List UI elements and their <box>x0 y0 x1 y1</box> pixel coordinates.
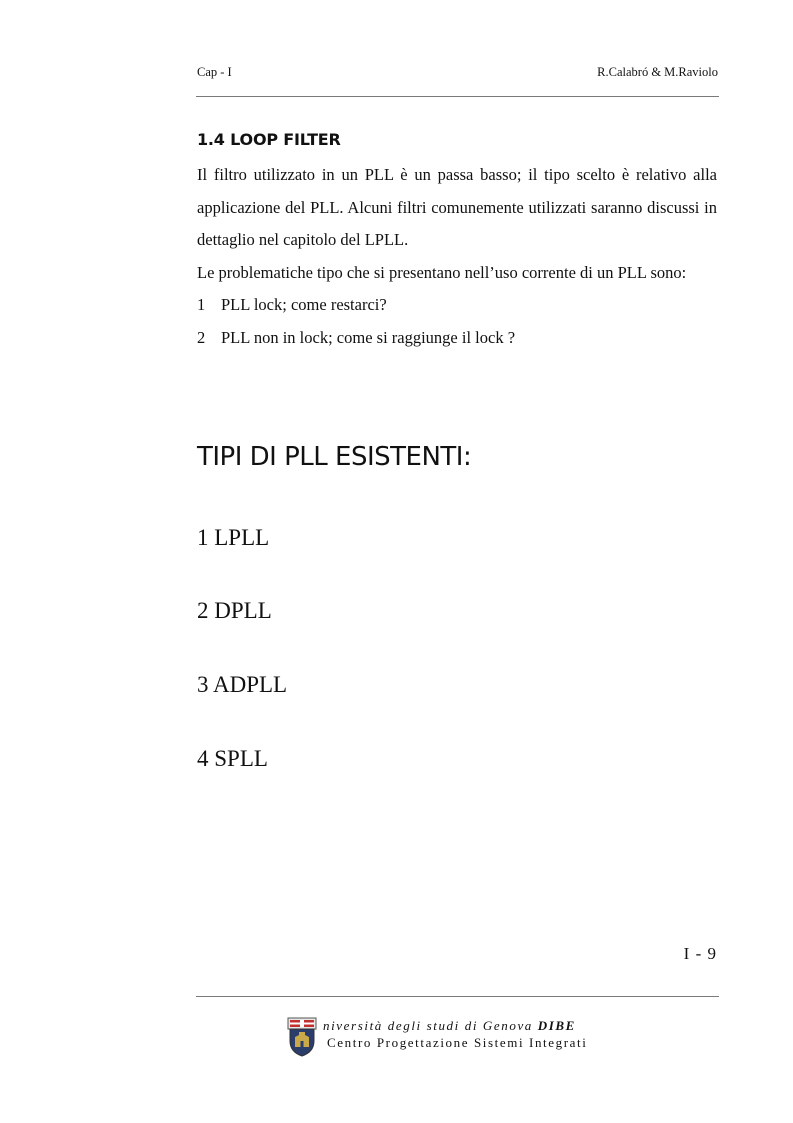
list-item <box>197 322 717 355</box>
header-rule <box>196 96 719 97</box>
footer-university <box>323 1017 587 1034</box>
footer <box>287 1017 587 1057</box>
footer-department: DIBE <box>537 1018 576 1033</box>
paragraph-problems: Le problematiche tipo che si presentano nell’uso corrente di un PLL sono: <box>197 262 687 282</box>
university-crest-icon <box>287 1017 317 1057</box>
list-item <box>197 289 717 322</box>
footer-university-name: niversità degli studi di Genova <box>323 1018 538 1033</box>
section-body <box>197 159 717 354</box>
pll-type-item: 2 DPLL <box>197 598 272 623</box>
pll-types-heading: TIPI DI PLL ESISTENTI: <box>197 442 472 472</box>
list-item-text: PLL non in lock; come si raggiunge il lock ? <box>221 327 516 347</box>
pll-type-item: 3 ADPLL <box>197 672 288 697</box>
footer-rule <box>196 996 719 997</box>
pll-type-item: 4 SPLL <box>197 746 268 771</box>
footer-text <box>323 1017 587 1051</box>
list-item-number: 2 <box>197 327 206 347</box>
header-authors: R.Calabró & M.Raviolo <box>597 65 718 79</box>
pll-type-item: 1 LPLL <box>197 525 270 550</box>
problem-list <box>197 289 717 354</box>
page-number: I - 9 <box>683 944 717 963</box>
section-heading: 1.4 LOOP FILTER <box>197 130 341 149</box>
list-item-number: 1 <box>197 295 206 314</box>
list-item-text: PLL lock; come restarci? <box>221 295 387 314</box>
header-chapter: Cap - I <box>197 65 232 79</box>
footer-center: Centro Progettazione Sistemi Integrati <box>327 1035 588 1050</box>
paragraph-filter: Il filtro utilizzato in un PLL è un passa basso; il tipo scelto è relativo alla applicazione del PLL. Alcuni filtri comunemente utilizzati saranno discussi in dettaglio nel capitolo del LPLL. <box>197 165 717 249</box>
